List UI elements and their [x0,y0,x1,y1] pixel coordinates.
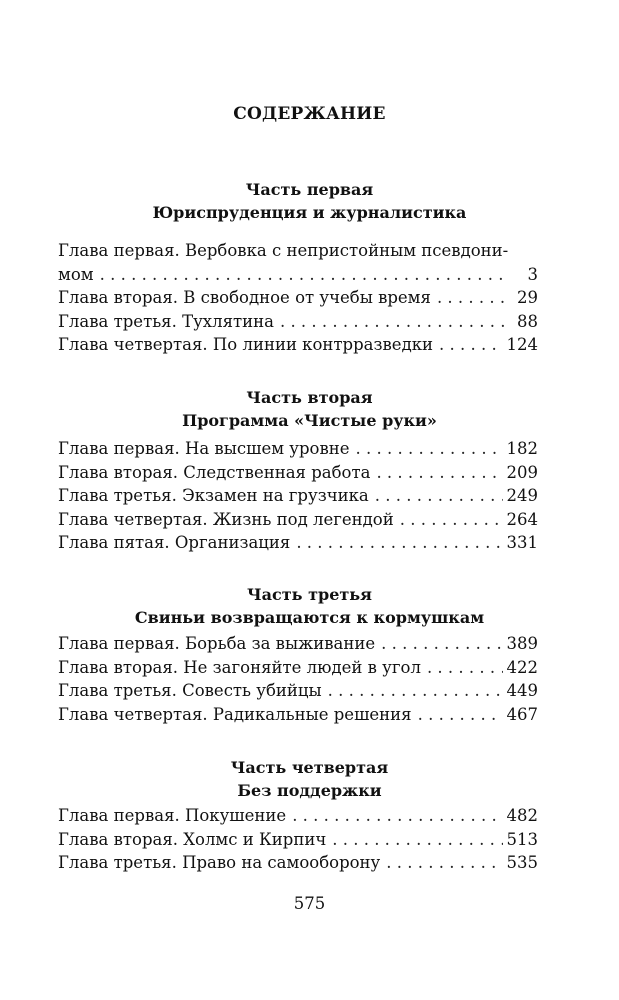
chapter-page-number: 29 [517,288,538,307]
chapter-page-number: 513 [506,829,538,849]
part-name: Свиньи возвращаются к кормушкам [134,608,485,627]
chapter-page-number: 209 [506,462,538,482]
dot-leader [356,439,503,458]
dot-leader [439,335,502,354]
chapter-title: Глава вторая. В свободное от учебы время [58,288,431,307]
toc-list [58,806,538,877]
chapter-page-number: 467 [506,704,538,724]
toc-entry[interactable] [58,265,538,289]
page-title: СОДЕРЖАНИЕ [233,104,386,124]
dot-leader [296,533,502,552]
dot-leader [375,486,503,505]
toc-list [58,634,538,728]
toc-entry-continuation-line [58,241,538,265]
dot-leader [386,853,502,872]
dot-leader [292,806,502,825]
part-label: Часть вторая [246,388,373,407]
dot-leader [328,681,503,700]
chapter-title-line: Глава первая. Вербовка с непристойным псевдони- [58,241,509,260]
part-name: Юриспруденция и журналистика [152,203,467,222]
toc-entry[interactable] [58,806,538,830]
chapter-title: Глава вторая. Не загоняйте людей в угол [58,657,421,677]
chapter-title: Глава третья. Тухлятина [58,311,274,331]
chapter-title: Глава пятая. Организация [58,533,291,552]
chapter-page-number: 249 [506,486,538,505]
toc-entry[interactable] [58,510,538,534]
toc-entry[interactable] [58,853,538,877]
toc-entry[interactable] [58,681,538,705]
toc-entry[interactable] [58,335,538,359]
dot-leader [100,265,504,284]
dot-leader [418,705,503,724]
part-heading [0,178,619,224]
part-heading [0,583,619,629]
part-name: Программа «Чистые руки» [182,411,437,430]
toc-list [58,439,538,557]
part-label: Часть первая [245,180,374,199]
chapter-page-number: 88 [517,311,538,331]
dot-leader [400,510,503,529]
page-number: 575 [293,894,326,913]
chapter-title: Глава первая. Покушение [58,806,287,825]
chapter-title: Глава первая. Борьба за выживание [58,634,376,653]
chapter-page-number: 331 [506,533,538,552]
chapter-title: Глава четвертая. Жизнь под легендой [58,509,394,529]
toc-entry[interactable] [58,634,538,658]
part-heading [0,756,619,802]
chapter-page-number: 389 [506,634,538,653]
toc-entry[interactable] [58,288,538,312]
part-label: Часть четвертая [230,758,389,777]
dot-leader [437,288,504,307]
chapter-title: Глава четвертая. Радикальные решения [58,704,412,724]
dot-leader [280,312,504,331]
chapter-title: Глава вторая. Холмс и Кирпич [58,829,327,849]
chapter-page-number: 482 [506,806,538,825]
chapter-title: Глава третья. Право на самооборону [58,853,381,872]
toc-entry[interactable] [58,705,538,729]
dot-leader [332,830,502,849]
part-label: Часть третья [247,585,372,604]
toc-entry[interactable] [58,312,538,336]
toc-entry[interactable] [58,486,538,510]
chapter-page-number: 124 [506,335,538,354]
chapter-title: Глава первая. На высшем уровне [58,439,350,458]
chapter-page-number: 449 [506,681,538,700]
toc-entry[interactable] [58,533,538,557]
chapter-title: Глава третья. Совесть убийцы [58,681,322,700]
chapter-page-number: 422 [506,657,538,677]
toc-entry[interactable] [58,658,538,682]
toc-entry[interactable] [58,830,538,854]
dot-leader [381,634,502,653]
toc-entry[interactable] [58,463,538,487]
chapter-page-number: 264 [506,509,538,529]
chapter-title: Глава четвертая. По линии контрразведки [58,335,434,354]
chapter-title: Глава вторая. Следственная работа [58,462,371,482]
part-name: Без поддержки [237,781,382,800]
dot-leader [427,658,503,677]
chapter-page-number: 535 [506,853,538,872]
chapter-title: Глава третья. Экзамен на грузчика [58,486,369,505]
chapter-page-number: 3 [527,264,538,284]
toc-entry[interactable] [58,439,538,463]
chapter-title: мом [58,264,94,284]
chapter-page-number: 182 [506,439,538,458]
toc-list [58,241,538,359]
part-heading [0,386,619,432]
dot-leader [376,463,502,482]
